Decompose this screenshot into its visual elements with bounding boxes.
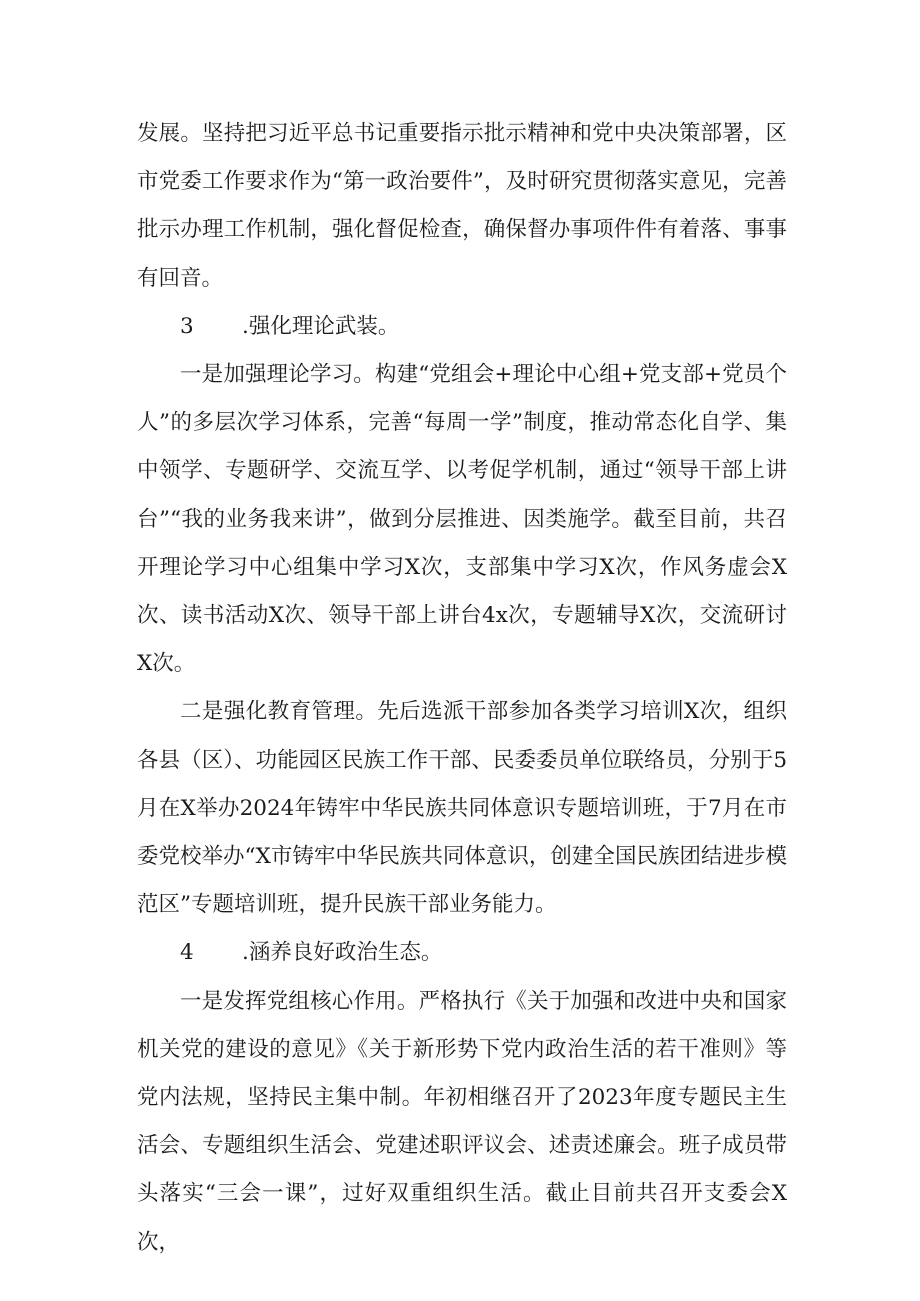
section-title: .强化理论武装。 xyxy=(242,313,400,339)
section-number: 3 xyxy=(180,313,194,339)
section-heading-4 xyxy=(137,929,787,977)
paragraph-education-management: 二是强化教育管理。先后选派干部参加各类学习培训X次，组织各县（区）、功能园区民族工作干部、民委委员单位联络员，分别于5月在X举办2024年铸牢中华民族共同体意识专题培训班，于7月在市委党校举办“X市铸牢中华民族共同体意识，创建全国民族团结进步模范区”专题培训班，提升民族干部业务能力。 xyxy=(137,699,787,918)
paragraph-party-core-role: 一是发挥党组核心作用。严格执行《关于加强和改进中央和国家机关党的建设的意见》《关于新形势下党内政治生活的若干准则》等党内法规，坚持民主集中制。年初相继召开了2023年度专题民主生活会、专题组织生活会、党建述职评议会、述责述廉会。班子成员带头落实“三会一课”，过好双重组织生活。截止目前共召开支委会X次， xyxy=(137,988,787,1255)
paragraph-theory-study: 一是加强理论学习。构建“党组会+理论中心组+党支部+党员个人”的多层次学习体系，完善“每周一学”制度，推动常态化自学、集中领学、专题研学、交流互学、以考促学机制，通过“领导干部上讲台”“我的业务我来讲”，做到分层推进、因类施学。截至目前，共召开理论学习中心组集中学习X次，支部集中学习X次，作风务虚会X次、读书活动X次、领导干部上讲台4x次，专题辅导X次，交流研讨X次。 xyxy=(137,362,787,677)
document-body xyxy=(137,110,787,1267)
section-title: .涵养良好政治生态。 xyxy=(242,940,443,966)
section-number: 4 xyxy=(180,940,194,966)
section-heading-3 xyxy=(137,303,787,351)
paragraph-continuation: 发展。坚持把习近平总书记重要指示批示精神和党中央决策部署，区市党委工作要求作为“第一政治要件”，及时研究贯彻落实意见，完善批示办理工作机制，强化督促检查，确保督办事项件件有着落、事事有回音。 xyxy=(137,121,787,291)
